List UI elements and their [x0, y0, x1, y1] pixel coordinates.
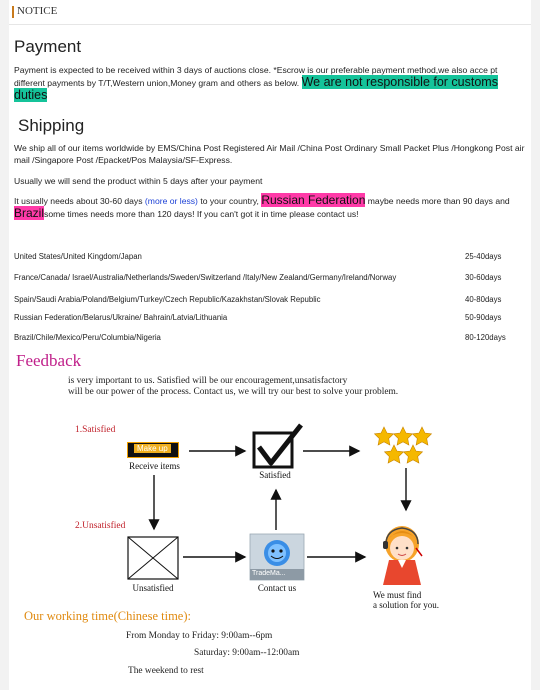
satisfied-step-label: 1.Satisfied [75, 425, 116, 435]
table-cell-region: United States/United Kingdom/Japan [14, 252, 142, 261]
trademanager-label: TradeMa... [252, 570, 286, 577]
solution-caption-line-2: a solution for you. [373, 600, 439, 610]
feedback-line-1: is very important to us. Satisfied will be our encouragement,unsatisfactory [68, 376, 348, 386]
table-cell-region: Russian Federation/Belarus/Ukraine/ Bahrain/Latvia/Lithuania [14, 313, 228, 322]
customs-duties-highlight: We are not responsible for customs duties [14, 75, 498, 102]
solution-caption [373, 590, 473, 610]
table-cell-region: Spain/Saudi Arabia/Poland/Belgium/Turkey/Czech Republic/Kazakhstan/Slovak Republic [14, 295, 321, 304]
delivery-text-b: to your country, [200, 196, 259, 206]
table-cell-region: Brazil/Chile/Mexico/Peru/Columbia/Nigeria [14, 333, 161, 342]
table-cell-time: 25-40days [465, 252, 502, 261]
notice-label: NOTICE [17, 5, 58, 17]
more-or-less-link: (more or less) [144, 196, 198, 206]
delivery-text-c: maybe needs more than 90 days and [367, 196, 510, 206]
working-time-weekdays: From Monday to Friday: 9:00am--6pm [126, 631, 273, 641]
shipping-dispatch-text: Usually we will send the product within 5 days after your payment [14, 176, 263, 186]
rating-stars-icon [375, 427, 432, 463]
page [9, 0, 531, 690]
working-time-heading: Our working time(Chinese time): [24, 609, 191, 623]
table-cell-region: France/Canada/ Israel/Australia/Netherlands/Sweden/Switzerland /Italy/New Zealand/Germany/Ireland/Norway [14, 273, 397, 282]
table-cell-time: 50-90days [465, 313, 502, 322]
contact-us-caption: Contact us [257, 583, 297, 593]
shipping-heading: Shipping [18, 116, 85, 135]
russia-highlight: Russian Federation [261, 193, 366, 207]
table-cell-time: 40-80days [465, 295, 502, 304]
makeup-text: Make up [134, 444, 171, 453]
table-cell-time: 80-120days [465, 333, 506, 342]
payment-text: Payment is expected to be received within 3 days of auctions close. *Escrow is our preferable payment method,we also acce pt different payments by T/T,Western union,Money gram and others as below. [14, 65, 498, 88]
receive-items-caption: Receive items [129, 461, 180, 471]
solution-caption-line-1: We must find [373, 590, 422, 600]
unsatisfied-caption: Unsatisfied [132, 583, 174, 593]
feedback-line-2: will be our power of the process. Contact us, we will try our best to solve your problem. [68, 387, 399, 397]
feedback-heading: Feedback [16, 351, 82, 370]
shipping-methods-text: We ship all of our items worldwide by EMS/China Post Registered Air Mail /China Post Ordinary Small Packet Plus /Hongkong Post air mail /Singapore Post /Epacket/Pos Malaysia/SF-Express. [14, 143, 525, 165]
customer-support-agent-icon [383, 526, 422, 585]
unsatisfied-step-label: 2.Unsatisfied [75, 521, 126, 531]
working-time-saturday: Saturday: 9:00am--12:00am [194, 648, 300, 658]
cross-box-icon [128, 537, 178, 579]
delivery-text-d: some times needs more than 120 days! If you can't got it in time please contact us! [44, 209, 359, 219]
payment-heading: Payment [14, 37, 82, 56]
brazil-highlight: Brazil [14, 206, 45, 220]
delivery-text-a: It usually needs about 30-60 days [14, 196, 143, 206]
working-time-weekend: The weekend to rest [128, 666, 204, 676]
checkmark-box-icon [254, 425, 301, 467]
satisfied-caption: Satisfied [259, 470, 291, 480]
table-cell-time: 30-60days [465, 273, 502, 282]
